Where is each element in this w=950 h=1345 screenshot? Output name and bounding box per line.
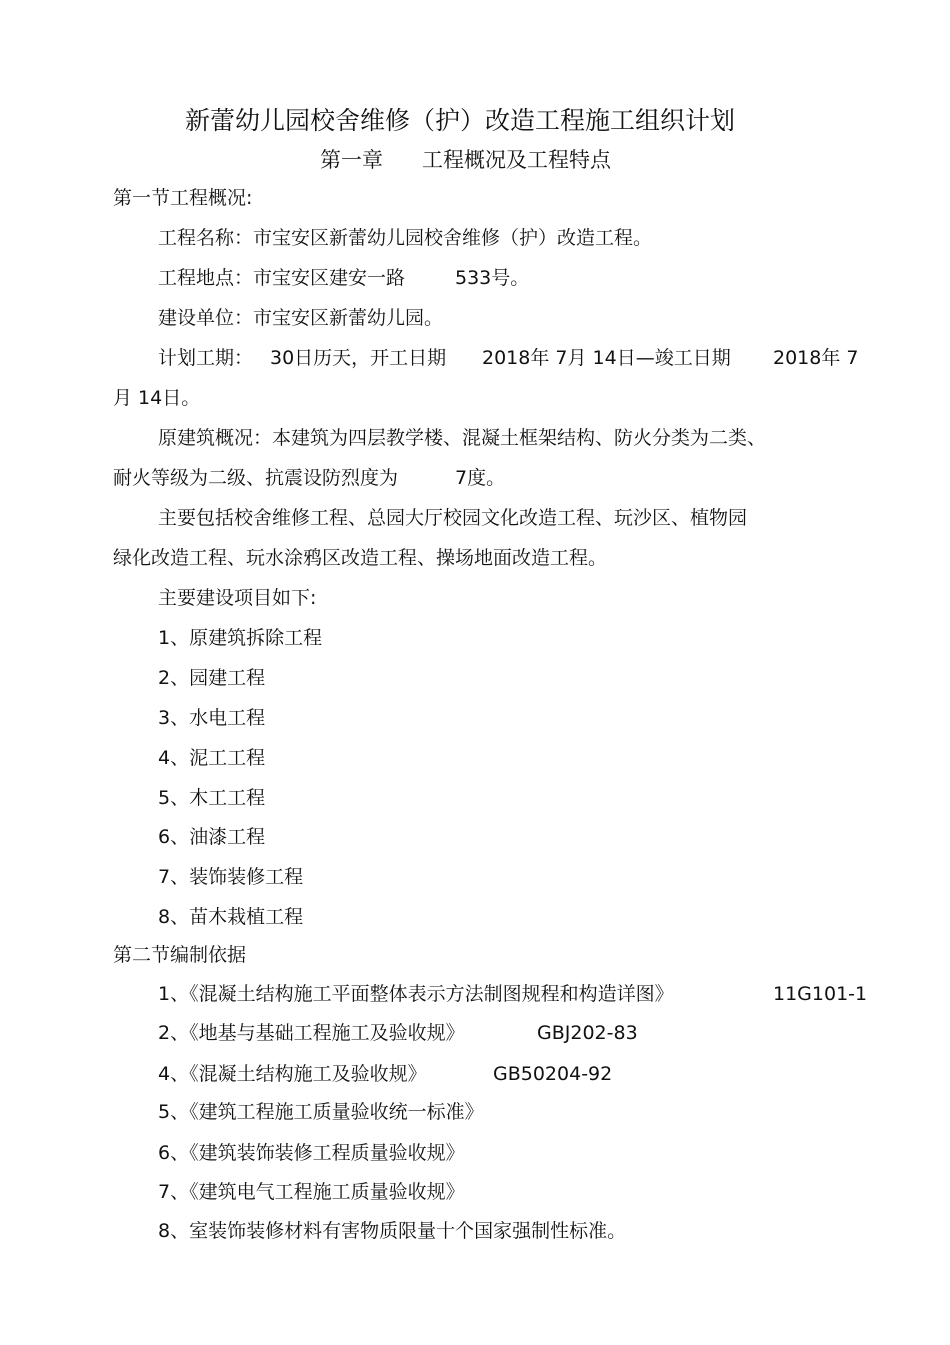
reference-item: 7、《建筑电气工程施工质量验收规》 <box>158 1181 465 1203</box>
chapter-number: 第一章 <box>320 148 383 172</box>
list-item: 2、园建工程 <box>158 667 266 689</box>
reference-code: GBJ202-83 <box>537 1022 638 1044</box>
reference-code: GB50204-92 <box>493 1063 613 1085</box>
items-heading: 主要建设项目如下: <box>158 587 317 609</box>
project-location-number: 533号。 <box>455 267 530 289</box>
list-item: 7、装饰装修工程 <box>158 866 304 888</box>
schedule-start: 2018年 7月 14日—竣工日期 <box>482 347 731 369</box>
list-item: 1、原建筑拆除工程 <box>158 627 323 649</box>
schedule-end-cont: 月 14日。 <box>113 387 201 409</box>
list-item: 3、水电工程 <box>158 707 266 729</box>
reference-item: 8、室装饰装修材料有害物质限量十个国家强制性标准。 <box>158 1220 627 1242</box>
owner: 建设单位：市宝安区新蕾幼儿园。 <box>158 307 444 329</box>
building-overview-line2a: 耐火等级为二级、抗震设防烈度为 <box>113 467 399 489</box>
reference-item: 2、《地基与基础工程施工及验收规》 <box>158 1022 465 1044</box>
project-location-label: 工程地点：市宝安区建安一路 <box>158 267 406 289</box>
document-title: 新蕾幼儿园校舍维修（护）改造工程施工组织计划 <box>185 106 736 135</box>
section-heading: 第一节工程概况: <box>113 187 253 209</box>
building-overview-line2b: 7度。 <box>455 467 506 489</box>
schedule-label: 计划工期： <box>158 347 254 369</box>
reference-code: 11G101-1 <box>773 983 868 1005</box>
reference-item: 1、《混凝土结构施工平面整体表示方法制图规程和构造详图》 <box>158 983 674 1005</box>
reference-item: 6、《建筑装饰装修工程质量验收规》 <box>158 1142 465 1164</box>
scope-line2: 绿化改造工程、玩水涂鸦区改造工程、操场地面改造工程。 <box>113 547 608 569</box>
reference-item: 4、《混凝土结构施工及验收规》 <box>158 1063 427 1085</box>
list-item: 8、苗木栽植工程 <box>158 906 304 928</box>
list-item: 4、泥工工程 <box>158 747 266 769</box>
project-name: 工程名称：市宝安区新蕾幼儿园校舍维修（护）改造工程。 <box>158 227 653 249</box>
schedule-duration: 30日历天，开工日期 <box>270 347 447 369</box>
chapter-name: 工程概况及工程特点 <box>422 148 611 172</box>
list-item: 5、木工工程 <box>158 787 266 809</box>
building-overview-line1: 原建筑概况：本建筑为四层教学楼、混凝土框架结构、防火分类为二类、 <box>158 427 767 449</box>
reference-item: 5、《建筑工程施工质量验收统一标准》 <box>158 1101 484 1123</box>
schedule-end: 2018年 7 <box>773 347 859 369</box>
section-heading: 第二节编制依据 <box>113 944 247 966</box>
list-item: 6、油漆工程 <box>158 826 266 848</box>
scope-line1: 主要包括校舍维修工程、总园大厅校园文化改造工程、玩沙区、植物园 <box>158 507 748 529</box>
